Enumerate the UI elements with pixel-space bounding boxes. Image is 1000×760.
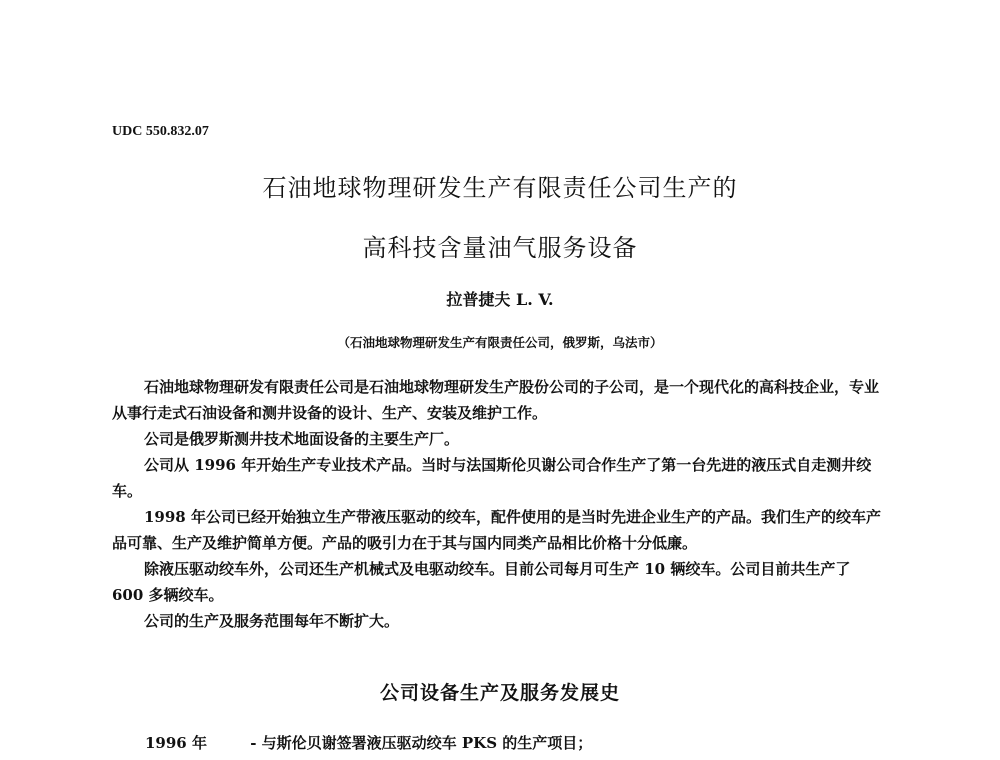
title-line-1: 石油地球物理研发生产有限责任公司生产的 (262, 174, 738, 202)
author: 拉普捷夫 L. V. (446, 290, 554, 309)
paragraph: 公司是俄罗斯测井技术地面设备的主要生产厂。 (144, 430, 460, 448)
paragraph: 除液压驱动绞车外，公司还生产机械式及电驱动绞车。目前公司每月可生产 10 辆绞车。公司目前共生产了 600 多辆绞车。 (112, 560, 851, 604)
paragraph: 1998 年公司已经开始独立生产带液压驱动的绞车，配件使用的是当时先进企业生产的产品。我们生产的绞车产品可靠、生产及维护简单方便。产品的吸引力在于其与国内同类产品相比价格十分低廉。 (112, 508, 881, 552)
section-heading: 公司设备生产及服务发展史 (379, 682, 620, 704)
body-text (112, 374, 882, 634)
title-line-2: 高科技含量油气服务设备 (362, 234, 638, 262)
history-year: 1996 年 (145, 734, 207, 752)
udc-code: UDC 550.832.07 (112, 124, 209, 139)
history-item (145, 732, 592, 753)
affiliation: （石油地球物理研发生产有限责任公司，俄罗斯，乌法市） (337, 335, 663, 350)
history-text: - 与斯伦贝谢签署液压驱动绞车 PKS 的生产项目； (250, 734, 593, 752)
paragraph: 公司的生产及服务范围每年不断扩大。 (144, 612, 400, 630)
paragraph: 公司从 1996 年开始生产专业技术产品。当时与法国斯伦贝谢公司合作生产了第一台先进的液压式自走测井绞车。 (112, 456, 872, 500)
paragraph: 石油地球物理研发有限责任公司是石油地球物理研发生产股份公司的子公司，是一个现代化的高科技企业，专业从事行走式石油设备和测井设备的设计、生产、安装及维护工作。 (112, 378, 880, 422)
